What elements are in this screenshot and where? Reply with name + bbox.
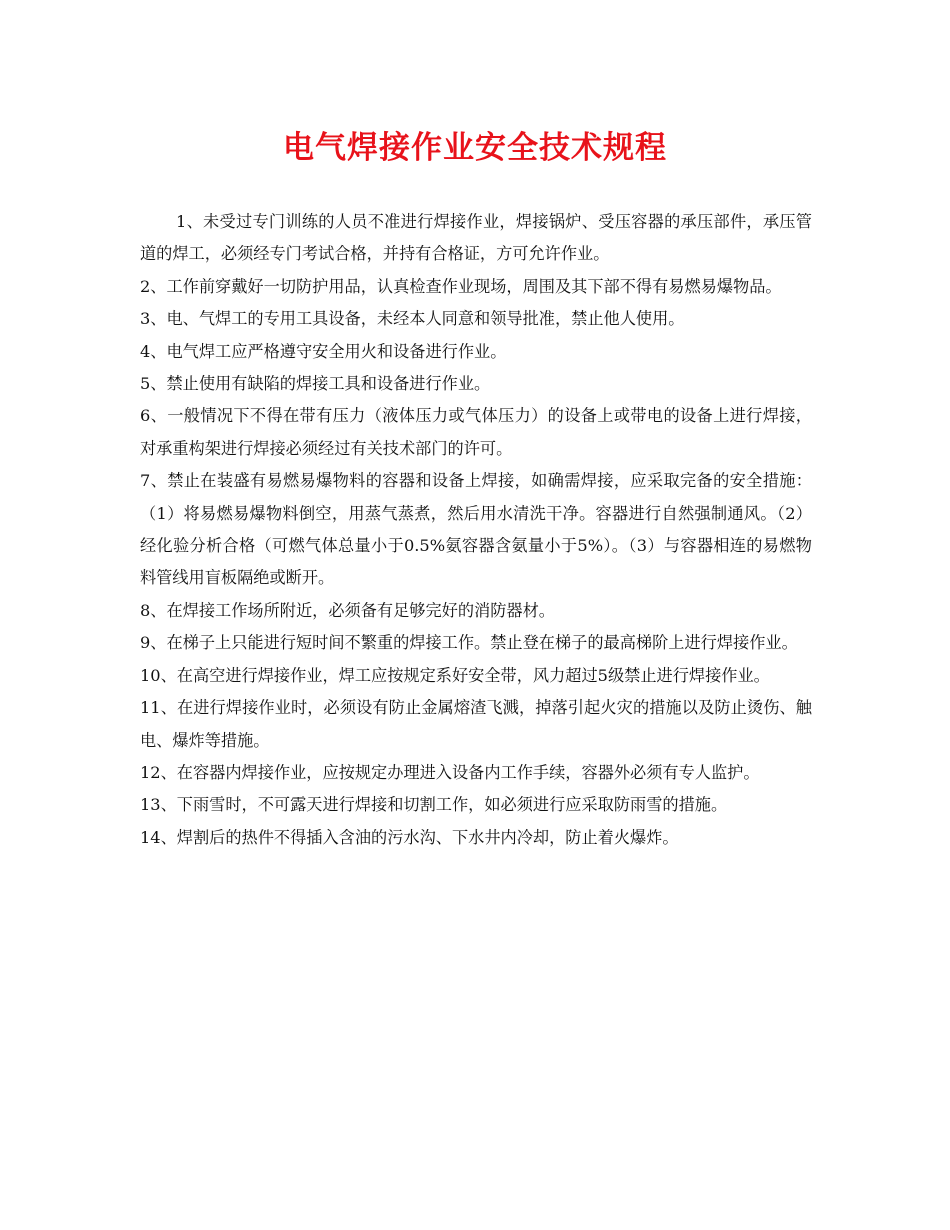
regulation-item-3: 3、电、气焊工的专用工具设备，未经本人同意和领导批准，禁止他人使用。: [140, 309, 685, 329]
regulation-item-13: 13、下雨雪时，不可露天进行焊接和切割工作，如必须进行应采取防雨雪的措施。: [140, 795, 728, 815]
regulation-item-2: 2、工作前穿戴好一切防护用品，认真检查作业现场，周围及其下部不得有易燃易爆物品。: [140, 276, 782, 296]
regulation-item-7: 7、禁止在装盛有易燃易爆物料的容器和设备上焊接，如确需焊接，应采取完备的安全措施：（1）将易燃易爆物料倒空，用蒸气蒸煮，然后用水清洗干净。容器进行自然强制通风。（2）经化验分析合格（可燃气体总量小于0.5%氨容器含氨量小于5%）。（3）与容器相连的易燃物料管线用盲板隔绝或断开。: [140, 471, 812, 588]
regulation-item-6: 6、一般情况下不得在带有压力（液体压力或气体压力）的设备上或带电的设备上进行焊接，对承重构架进行焊接必须经过有关技术部门的许可。: [140, 406, 812, 458]
regulation-item-9: 9、在梯子上只能进行短时间不繁重的焊接工作。禁止登在梯子的最高梯阶上进行焊接作业。: [140, 633, 798, 653]
document-title: 电气焊接作业安全技术规程: [283, 130, 667, 166]
regulation-item-4: 4、电气焊工应严格遵守安全用火和设备进行作业。: [140, 341, 507, 361]
regulation-item-8: 8、在焊接工作场所附近，必须备有足够完好的消防器材。: [140, 600, 555, 620]
regulation-item-11: 11、在进行焊接作业时，必须设有防止金属熔渣飞溅，掉落引起火灾的措施以及防止烫伤、触电、爆炸等措施。: [140, 698, 812, 750]
regulation-item-12: 12、在容器内焊接作业，应按规定办理进入设备内工作手续，容器外必须有专人监护。: [140, 762, 760, 782]
regulation-item-1: 1、未受过专门训练的人员不准进行焊接作业，焊接锅炉、受压容器的承压部件，承压管道的焊工，必须经专门考试合格，并持有合格证，方可允许作业。: [140, 212, 812, 264]
regulation-item-10: 10、在高空进行焊接作业，焊工应按规定系好安全带，风力超过5级禁止进行焊接作业。: [140, 665, 770, 685]
regulation-list: [140, 206, 812, 854]
regulation-item-14: 14、焊割后的热件不得插入含油的污水沟、下水井内冷却，防止着火爆炸。: [140, 827, 679, 847]
regulation-item-5: 5、禁止使用有缺陷的焊接工具和设备进行作业。: [140, 374, 491, 394]
